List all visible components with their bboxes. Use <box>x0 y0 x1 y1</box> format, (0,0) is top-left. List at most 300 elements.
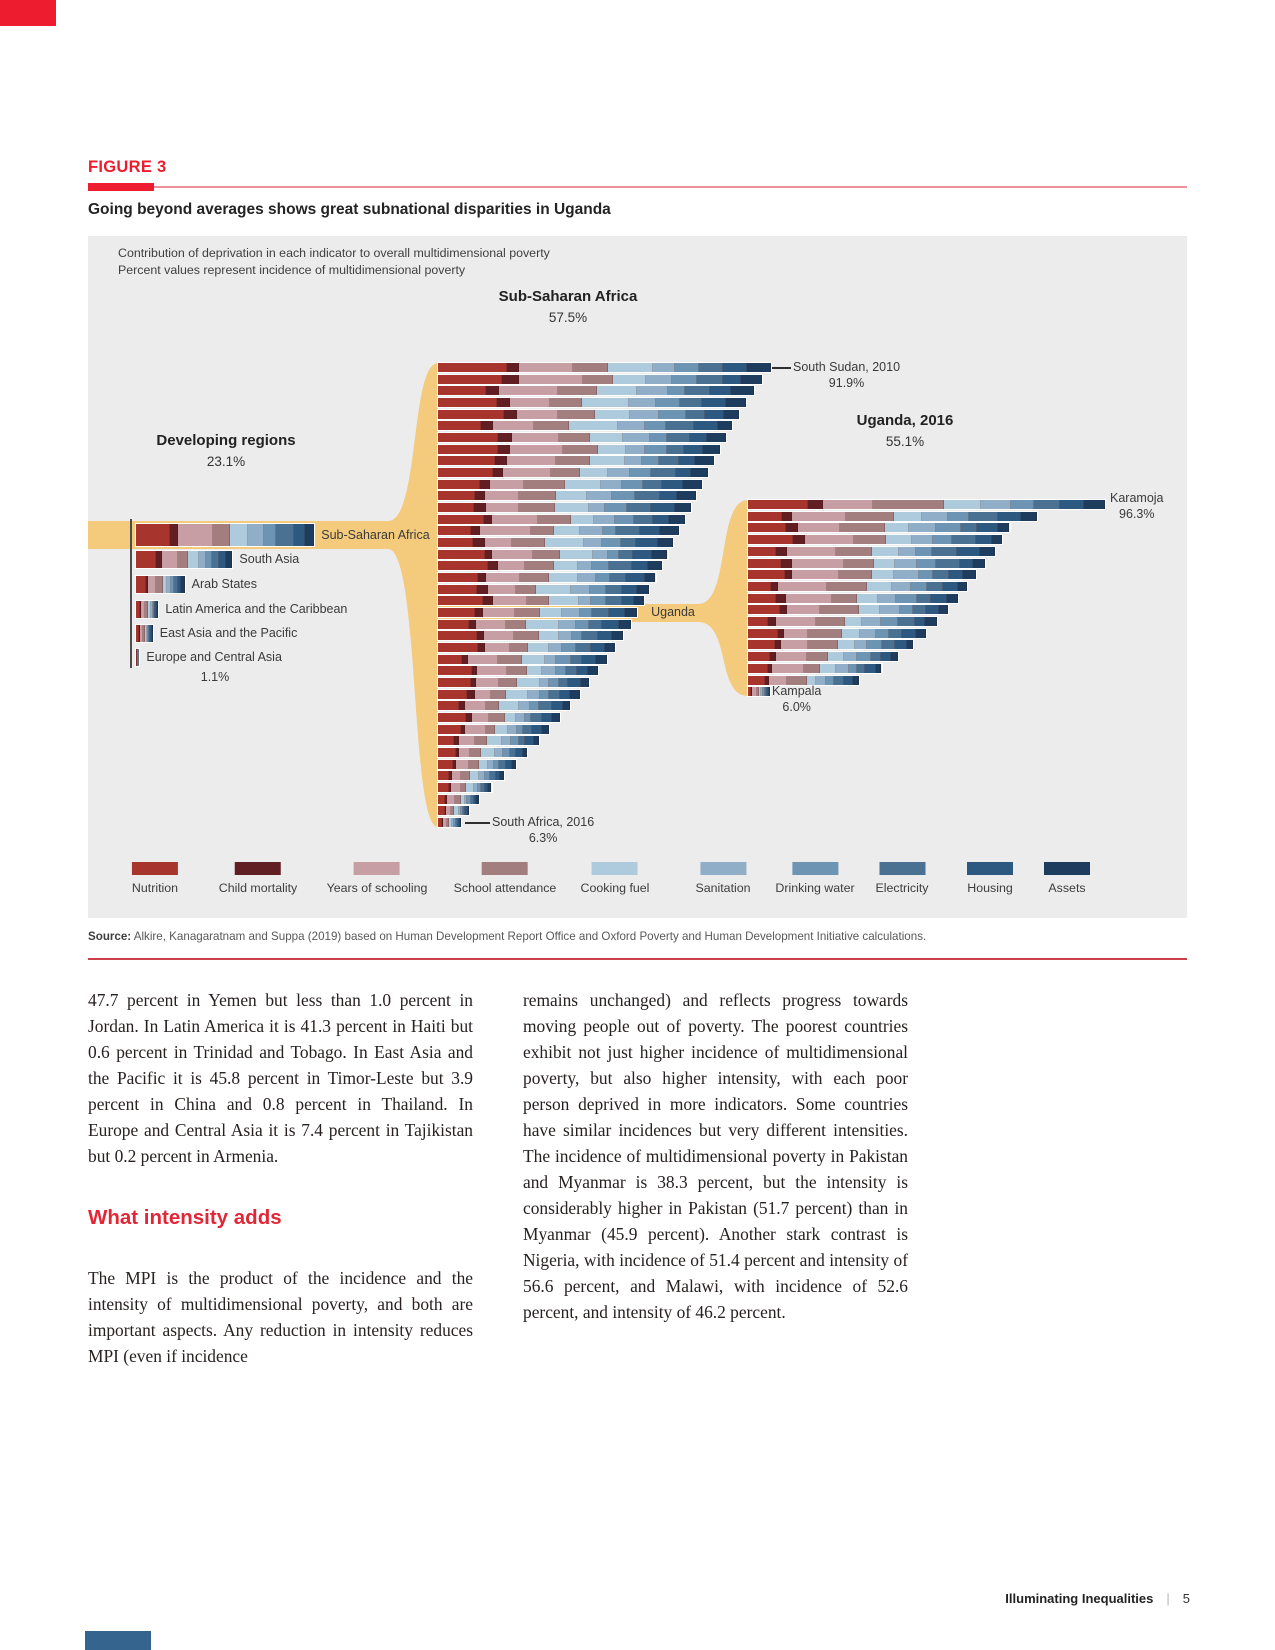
segment-electricity <box>932 547 958 556</box>
bar-sub-saharan-africa-18 <box>438 573 656 582</box>
segment-drinking-water <box>650 433 667 442</box>
segment-drinking-water <box>656 398 680 407</box>
segment-electricity <box>686 410 705 419</box>
segment-nutrition <box>438 748 456 757</box>
segment-cooking-fuel <box>582 398 628 407</box>
segment-child-mortality <box>776 547 786 556</box>
legend-label-nutrition: Nutrition <box>131 881 179 895</box>
segment-housing <box>636 538 658 547</box>
segment-cooking-fuel <box>842 629 860 638</box>
segment-school-attendance <box>506 620 526 629</box>
segment-child-mortality <box>768 617 776 626</box>
segment-cooking-fuel <box>554 561 578 570</box>
segment-child-mortality <box>484 515 492 524</box>
segment-sanitation <box>892 582 911 591</box>
segment-drinking-water <box>645 445 667 454</box>
bar-europe-and-central-asia <box>136 649 139 666</box>
segment-electricity <box>635 491 660 500</box>
section-heading: What intensity adds <box>88 1206 282 1229</box>
legend-swatch-cooking-fuel <box>592 862 638 875</box>
segment-drinking-water <box>572 631 583 640</box>
legend-item-years-of-schooling <box>327 862 428 895</box>
segment-electricity <box>609 561 632 570</box>
segment-housing <box>723 375 742 384</box>
segment-years-of-schooling <box>451 783 461 792</box>
segment-assets <box>637 585 649 594</box>
segment-cooking-fuel <box>828 652 844 661</box>
segment-drinking-water <box>596 573 610 582</box>
segment-years-of-schooling <box>772 664 803 673</box>
bar-sub-saharan-africa-19 <box>438 585 649 594</box>
segment-years-of-schooling <box>498 561 525 570</box>
segment-assets <box>152 625 153 642</box>
segment-sanitation <box>542 666 556 675</box>
segment-school-attendance <box>844 559 874 568</box>
segment-housing <box>582 655 596 664</box>
cluster-title-sub-saharan-africa: Sub-Saharan Africa <box>498 288 638 305</box>
segment-drinking-water <box>948 512 968 521</box>
bar-sub-saharan-africa-34 <box>438 760 516 769</box>
source-label: Source: <box>88 930 132 943</box>
segment-drinking-water <box>659 410 685 419</box>
segment-nutrition <box>748 512 782 521</box>
segment-child-mortality <box>782 512 793 521</box>
segment-electricity <box>917 594 930 603</box>
segment-housing <box>542 713 552 722</box>
segment-school-attendance <box>512 538 545 547</box>
segment-sanitation <box>608 468 630 477</box>
segment-cooking-fuel <box>885 523 909 532</box>
segment-assets <box>747 363 771 372</box>
legend-item-nutrition <box>132 862 178 895</box>
bar-uganda-district-8 <box>748 594 958 603</box>
segment-years-of-schooling <box>452 771 461 780</box>
segment-electricity <box>610 573 626 582</box>
segment-drinking-water <box>608 550 620 559</box>
segment-housing <box>710 386 731 395</box>
legend-label-assets: Assets <box>1048 881 1086 895</box>
segment-years-of-schooling <box>792 512 845 521</box>
bar-south-asia <box>136 551 232 568</box>
segment-nutrition <box>438 480 480 489</box>
page-corner-blue-tab <box>85 1631 151 1650</box>
segment-drinking-water <box>580 608 592 617</box>
segment-nutrition <box>748 594 776 603</box>
segment-assets <box>523 748 528 757</box>
segment-years-of-schooling <box>792 570 839 579</box>
segment-years-of-schooling <box>776 617 816 626</box>
segment-school-attendance <box>816 617 845 626</box>
segment-cooking-fuel <box>527 666 542 675</box>
segment-sanitation <box>589 503 606 512</box>
segment-years-of-schooling <box>503 468 551 477</box>
segment-housing <box>684 445 703 454</box>
segment-cooking-fuel <box>554 526 580 535</box>
segment-electricity <box>621 538 636 547</box>
bar-sub-saharan-africa-13 <box>438 515 685 524</box>
bar-sub-saharan-africa-17 <box>438 561 662 570</box>
legend-item-drinking-water <box>775 862 854 895</box>
segment-sanitation <box>578 561 592 570</box>
segment-assets <box>460 818 461 827</box>
segment-school-attendance <box>525 561 554 570</box>
legend-swatch-electricity <box>879 862 925 875</box>
segment-cooking-fuel <box>867 582 892 591</box>
segment-sanitation <box>580 526 603 535</box>
segment-assets <box>947 594 958 603</box>
legend-item-assets <box>1044 862 1090 895</box>
segment-cooking-fuel <box>470 771 479 780</box>
segment-electricity <box>969 512 998 521</box>
bar-sub-saharan-africa-10 <box>438 480 702 489</box>
segment-sanitation <box>653 363 675 372</box>
bar-sub-saharan-africa-8 <box>438 456 714 465</box>
segment-nutrition <box>438 433 498 442</box>
bar-sub-saharan-africa-11 <box>438 491 696 500</box>
segment-assets <box>181 576 184 593</box>
bar-sub-saharan-africa-1 <box>438 375 762 384</box>
annotation-south-africa <box>492 814 594 846</box>
annotation-karamoja-value: 96.3% <box>1119 507 1155 521</box>
segment-drinking-water <box>562 643 576 652</box>
segment-years-of-schooling <box>480 526 531 535</box>
annotation-kampala-value: 6.0% <box>782 700 811 714</box>
segment-electricity <box>619 550 633 559</box>
segment-housing <box>640 526 660 535</box>
bar-latin-america-and-the-caribbean <box>136 601 158 618</box>
segment-child-mortality <box>477 631 484 640</box>
segment-years-of-schooling <box>485 538 512 547</box>
segment-child-mortality <box>478 573 485 582</box>
bar-sub-saharan-africa-26 <box>438 666 598 675</box>
segment-electricity <box>898 617 915 626</box>
segment-nutrition <box>438 456 495 465</box>
segment-child-mortality <box>495 456 507 465</box>
segment-years-of-schooling <box>492 515 538 524</box>
segment-sanitation <box>587 491 612 500</box>
segment-cooking-fuel <box>613 375 646 384</box>
legend-label-child-mortality: Child mortality <box>218 881 298 895</box>
segment-nutrition <box>136 551 156 568</box>
annotation-south-sudan <box>793 359 900 391</box>
segment-assets <box>552 713 560 722</box>
segment-assets <box>660 526 679 535</box>
segment-school-attendance <box>486 701 499 710</box>
segment-electricity <box>651 468 676 477</box>
segment-child-mortality <box>780 605 787 614</box>
segment-electricity <box>559 678 567 687</box>
segment-years-of-schooling <box>510 398 550 407</box>
segment-nutrition <box>438 538 473 547</box>
bar-uganda-district-1 <box>748 512 1037 521</box>
segment-electricity <box>592 608 609 617</box>
segment-cooking-fuel <box>495 725 508 734</box>
segment-cooking-fuel <box>944 500 981 509</box>
segment-drinking-water <box>900 605 913 614</box>
segment-years-of-schooling <box>484 631 514 640</box>
europe-central-asia-value: 1.1% <box>200 670 230 684</box>
segment-assets <box>581 678 589 687</box>
segment-sanitation <box>593 550 608 559</box>
segment-school-attendance <box>534 421 569 430</box>
segment-nutrition <box>438 620 469 629</box>
segment-drinking-water <box>592 561 609 570</box>
segment-assets <box>1021 512 1037 521</box>
figure-chart-area <box>88 236 1187 918</box>
segment-housing <box>651 503 675 512</box>
segment-housing <box>902 629 916 638</box>
segment-years-of-schooling <box>488 585 516 594</box>
legend-item-sanitation <box>695 862 750 895</box>
segment-nutrition <box>438 643 478 652</box>
segment-drinking-water <box>917 559 936 568</box>
segment-child-mortality <box>462 655 469 664</box>
chart-note-line1: Contribution of deprivation in each indicator to overall multidimensional poverty <box>118 246 550 260</box>
segment-electricity <box>212 551 219 568</box>
region-label-sub-saharan-africa: Sub-Saharan Africa <box>321 527 430 542</box>
segment-nutrition <box>438 608 475 617</box>
segment-school-attendance <box>533 550 560 559</box>
segment-sanitation <box>862 617 881 626</box>
segment-sanitation <box>981 500 1011 509</box>
segment-years-of-schooling <box>459 736 476 745</box>
segment-school-attendance <box>873 500 944 509</box>
segment-cooking-fuel <box>820 664 836 673</box>
segment-cooking-fuel <box>555 503 588 512</box>
segment-school-attendance <box>551 468 580 477</box>
segment-nutrition <box>136 576 146 593</box>
segment-drinking-water <box>911 582 927 591</box>
legend-swatch-assets <box>1044 862 1090 875</box>
segment-cooking-fuel <box>590 433 623 442</box>
segment-nutrition <box>438 503 474 512</box>
segment-sanitation <box>594 515 615 524</box>
segment-housing <box>881 652 891 661</box>
segment-assets <box>512 760 516 769</box>
segment-school-attendance <box>558 410 595 419</box>
segment-housing <box>895 640 907 649</box>
segment-nutrition <box>438 410 504 419</box>
segment-years-of-schooling <box>787 605 820 614</box>
segment-years-of-schooling <box>786 594 832 603</box>
bar-sub-saharan-africa-30 <box>438 713 560 722</box>
segment-sanitation <box>922 512 949 521</box>
bar-sub-saharan-africa-3 <box>438 398 746 407</box>
annotation-kampala-label: Kampala <box>772 684 822 698</box>
segment-sanitation <box>629 398 656 407</box>
segment-drinking-water <box>876 629 888 638</box>
segment-school-attendance <box>807 652 828 661</box>
south-sudan-connector <box>772 367 791 369</box>
region-label-europe-and-central-asia: Europe and Central Asia <box>146 650 282 664</box>
segment-school-attendance <box>846 512 895 521</box>
segment-housing <box>702 398 726 407</box>
segment-sanitation <box>516 713 524 722</box>
segment-housing <box>653 515 669 524</box>
segment-years-of-schooling <box>162 551 178 568</box>
segment-cooking-fuel <box>536 585 571 594</box>
segment-electricity <box>539 701 552 710</box>
segment-school-attendance <box>583 375 613 384</box>
segment-sanitation <box>519 701 530 710</box>
segment-assets <box>718 421 732 430</box>
bar-east-asia-and-the-pacific <box>136 625 153 642</box>
segment-cooking-fuel <box>545 538 584 547</box>
segment-sanitation <box>528 690 540 699</box>
segment-sanitation <box>618 421 645 430</box>
segment-nutrition <box>438 655 462 664</box>
segment-nutrition <box>438 363 507 372</box>
segment-school-attendance <box>550 398 582 407</box>
segment-nutrition <box>438 596 483 605</box>
body-paragraph-3: remains unchanged) and reflects progress towards moving people out of poverty. The poorest countries exhibit not just higher incidence of multidimensional poverty, but also higher intensity, with each poor person deprived in more indicators. Some countries have similar incidences but very different intensities. The incidence of multidimensional poverty in Pakistan and Myanmar is 38.3 percent, but the intensity is considerably higher in Pakistan (51.7 percent) than in Myanmar (45.9 percent). Another stark contrast is Nigeria, with incidence of 51.4 percent and intensity of 56.6 percent, and Malawi, with incidence of 52.6 percent, and intensity of 46.2 percent. <box>523 990 908 1322</box>
segment-nutrition <box>748 617 768 626</box>
segment-housing <box>676 468 690 477</box>
segment-school-attendance <box>486 725 496 734</box>
segment-sanitation <box>578 573 596 582</box>
south-africa-connector <box>465 822 490 824</box>
segment-drinking-water <box>867 640 882 649</box>
cluster-value-uganda: 55.1% <box>885 434 925 449</box>
segment-housing <box>931 594 947 603</box>
segment-cooking-fuel <box>560 550 593 559</box>
segment-cooking-fuel <box>565 480 602 489</box>
segment-years-of-schooling <box>459 748 470 757</box>
bar-sub-saharan-africa-2 <box>438 386 754 395</box>
segment-school-attendance <box>808 640 838 649</box>
bar-sub-saharan-africa-28 <box>438 690 580 699</box>
segment-housing <box>679 456 695 465</box>
segment-years-of-schooling <box>781 640 808 649</box>
region-label-arab-states: Arab States <box>191 577 257 591</box>
segment-child-mortality <box>771 582 778 591</box>
segment-cooking-fuel <box>886 535 912 544</box>
segment-cooking-fuel <box>481 748 496 757</box>
bar-sub-saharan-africa-5 <box>438 421 732 430</box>
segment-drinking-water <box>896 594 917 603</box>
segment-years-of-schooling <box>792 559 844 568</box>
segment-assets <box>731 386 754 395</box>
segment-child-mortality <box>170 524 178 546</box>
segment-years-of-schooling <box>823 500 874 509</box>
segment-drinking-water <box>556 666 566 675</box>
segment-cooking-fuel <box>874 559 895 568</box>
segment-nutrition <box>748 629 778 638</box>
segment-assets <box>157 601 159 618</box>
segment-years-of-schooling <box>483 608 514 617</box>
bar-uganda-district-0 <box>748 500 1105 509</box>
segment-assets <box>691 468 708 477</box>
segment-years-of-schooling <box>472 713 489 722</box>
segment-years-of-schooling <box>784 629 808 638</box>
segment-child-mortality <box>473 538 485 547</box>
legend-swatch-years-of-schooling <box>354 862 400 875</box>
segment-drinking-water <box>590 585 605 594</box>
segment-electricity <box>699 363 723 372</box>
segment-assets <box>534 736 538 745</box>
legend-label-drinking-water: Drinking water <box>775 881 855 895</box>
bar-uganda-district-6 <box>748 570 976 579</box>
segment-nutrition <box>438 468 493 477</box>
segment-drinking-water <box>916 547 931 556</box>
segment-cooking-fuel <box>859 605 880 614</box>
segment-electricity <box>927 582 943 591</box>
segment-electricity <box>627 503 651 512</box>
segment-nutrition <box>438 526 471 535</box>
segment-nutrition <box>136 524 170 546</box>
segment-child-mortality <box>475 491 485 500</box>
segment-assets <box>695 456 714 465</box>
segment-drinking-water <box>672 375 697 384</box>
segment-school-attendance <box>559 433 590 442</box>
segment-assets <box>980 547 995 556</box>
segment-child-mortality <box>477 585 488 594</box>
segment-assets <box>542 725 549 734</box>
segment-housing <box>591 643 604 652</box>
segment-nutrition <box>438 375 502 384</box>
segment-assets <box>500 771 504 780</box>
segment-cooking-fuel <box>230 524 248 546</box>
segment-nutrition <box>748 652 770 661</box>
segment-assets <box>612 631 623 640</box>
segment-housing <box>525 736 534 745</box>
bar-sub-saharan-africa-31 <box>438 725 549 734</box>
segment-child-mortality <box>504 410 517 419</box>
bar-sub-saharan-africa-29 <box>438 701 570 710</box>
segment-housing <box>660 491 678 500</box>
segment-drinking-water <box>645 421 665 430</box>
bar-sub-saharan-africa-27 <box>438 678 589 687</box>
segment-years-of-schooling <box>776 652 807 661</box>
segment-cooking-fuel <box>188 551 200 568</box>
segment-school-attendance <box>470 748 481 757</box>
segment-cooking-fuel <box>526 620 560 629</box>
segment-child-mortality <box>498 445 510 454</box>
bar-sub-saharan-africa-7 <box>438 445 720 454</box>
bar-sub-saharan-africa-38 <box>438 806 469 815</box>
segment-housing <box>915 617 925 626</box>
segment-child-mortality <box>785 570 792 579</box>
segment-electricity <box>616 526 641 535</box>
segment-school-attendance <box>510 643 528 652</box>
segment-housing <box>976 535 992 544</box>
segment-sanitation <box>579 596 591 605</box>
segment-sanitation <box>508 725 517 734</box>
annotation-uganda-flow: Uganda <box>651 605 695 619</box>
segment-cooking-fuel <box>845 617 862 626</box>
legend-item-housing <box>967 862 1013 895</box>
segment-years-of-schooling <box>456 760 469 769</box>
segment-child-mortality <box>497 398 510 407</box>
segment-assets <box>707 433 726 442</box>
chart-note-line2: Percent values represent incidence of multidimensional poverty <box>118 263 466 277</box>
segment-electricity <box>667 433 690 442</box>
annotation-south-africa-label: South Africa, 2016 <box>492 815 595 829</box>
segment-assets <box>741 375 761 384</box>
segment-years-of-schooling <box>465 725 485 734</box>
bar-sub-saharan-africa-22 <box>438 620 631 629</box>
segment-electricity <box>634 515 653 524</box>
segment-sanitation <box>248 524 264 546</box>
segment-nutrition <box>438 713 466 722</box>
segment-housing <box>690 433 707 442</box>
segment-housing <box>844 676 852 685</box>
source-text: Alkire, Kanagaratnam and Suppa (2019) based on Human Development Report Office and Oxford Poverty and Human Development Initiative calculations. <box>131 930 927 943</box>
segment-school-attendance <box>499 678 517 687</box>
segment-school-attendance <box>213 524 230 546</box>
segment-years-of-schooling <box>787 547 836 556</box>
segment-housing <box>694 421 718 430</box>
